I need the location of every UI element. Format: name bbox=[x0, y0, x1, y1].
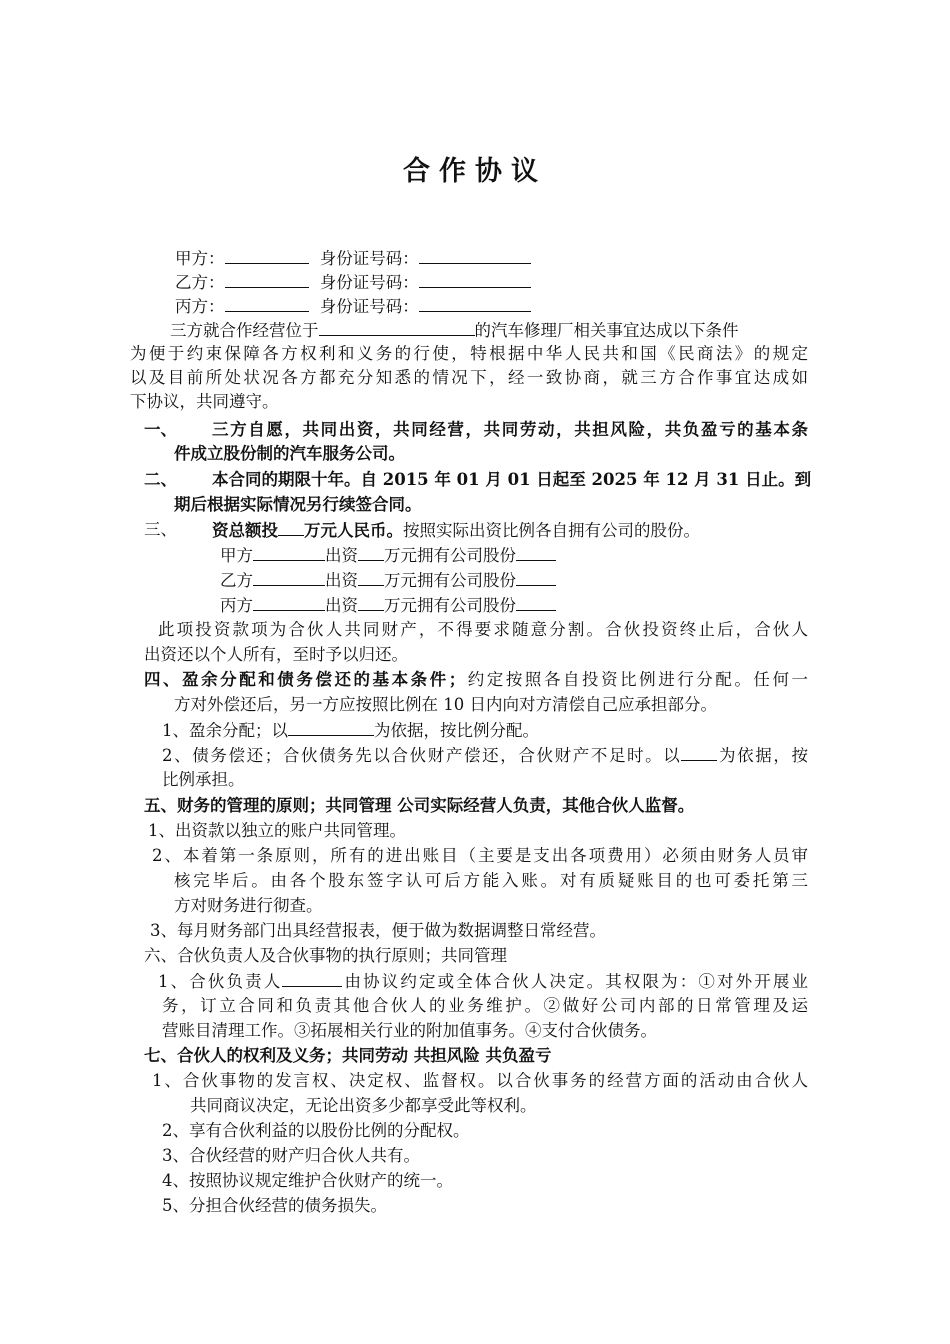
investment-party: 丙方 bbox=[220, 596, 253, 615]
section-5-item-3: 3、每月财务部门出具经营报表，便于做为数据调整日常经营。 bbox=[150, 921, 606, 940]
location-blank[interactable] bbox=[319, 318, 475, 336]
intro-text: 三方就合作经营位于 bbox=[170, 321, 319, 340]
section-7-item-3: 3、合伙经营的财产归合伙人共有。 bbox=[162, 1146, 420, 1165]
section-7-item-1-line-2: 共同商议决定，无论出资多少都享受此等权利。 bbox=[190, 1096, 537, 1115]
partner-lead-blank[interactable] bbox=[282, 969, 342, 987]
section-5-heading: 五、财务的管理的原则；共同管理 公司实际经营人负责，其他合伙人监督。 bbox=[144, 796, 695, 815]
investment-share-label: 万元拥有公司股份 bbox=[384, 571, 516, 590]
investment-share-label: 万元拥有公司股份 bbox=[384, 546, 516, 565]
investment-row bbox=[220, 568, 556, 593]
section-5-item-2-line-2: 核完毕后。由各个股东签字认可后方能入账。对有质疑账目的也可委托第三 bbox=[174, 871, 808, 890]
investment-row bbox=[220, 593, 556, 618]
investment-row bbox=[220, 543, 556, 568]
party-a-id-blank[interactable] bbox=[419, 246, 531, 264]
section-1-number: 一、 bbox=[144, 420, 177, 439]
profit-basis-blank[interactable] bbox=[288, 718, 374, 736]
investment-label: 出资 bbox=[325, 546, 358, 565]
debt-basis-blank[interactable] bbox=[681, 743, 717, 761]
section-7-heading: 七、合伙人的权利及义务；共同劳动 共担风险 共负盈亏 bbox=[144, 1046, 552, 1065]
section-4-item-text: 为依据，按 bbox=[717, 746, 809, 765]
party-b-id-label: 身份证号码： bbox=[319, 273, 419, 292]
section-5-item-2-line-1: 2、本着第一条原则，所有的进出账目（主要是支出各项费用）必须由财务人员审 bbox=[152, 846, 808, 865]
party-a-id-label: 身份证号码： bbox=[319, 249, 419, 268]
section-4-line-2: 方对外偿还后，另一方应按照比例在 10 日内向对方清偿自己应承担部分。 bbox=[174, 695, 717, 714]
section-4-heading: 四、盈余分配和债务偿还的基本条件； bbox=[144, 670, 466, 689]
section-4-text: 约定按照各自投资比例进行分配。任何一 bbox=[465, 670, 809, 689]
party-a-line bbox=[175, 246, 531, 271]
party-b-label: 乙方： bbox=[175, 273, 225, 292]
section-2-line-1: 本合同的期限十年。自 2015 年 01 月 01 日起至 2025 年 12 月 31 日止。到 bbox=[212, 470, 812, 489]
section-4-item-text: 1、盈余分配；以 bbox=[162, 721, 288, 740]
investment-amount-blank[interactable] bbox=[358, 543, 384, 561]
intro-line-3: 以及目前所处状况各方都充分知悉的情况下，经一致协商，就三方合作事宜达成如 bbox=[130, 368, 808, 387]
investment-label: 出资 bbox=[325, 571, 358, 590]
investment-name-blank[interactable] bbox=[253, 593, 325, 611]
investment-name-blank[interactable] bbox=[253, 543, 325, 561]
investment-amount-blank[interactable] bbox=[358, 593, 384, 611]
party-c-label: 丙方： bbox=[175, 297, 225, 316]
party-c-line bbox=[175, 294, 531, 319]
section-7-item-2: 2、享有合伙利益的以股份比例的分配权。 bbox=[162, 1121, 470, 1140]
intro-line-4: 下协议，共同遵守。 bbox=[130, 392, 279, 411]
party-b-id-blank[interactable] bbox=[419, 270, 531, 288]
section-1-line-1: 三方自愿，共同出资，共同经营，共同劳动，共担风险，共负盈亏的基本条 bbox=[212, 420, 808, 439]
section-4-item-text: 为依据，按比例分配。 bbox=[374, 721, 539, 740]
section-5-item-1: 1、出资款以独立的账户共同管理。 bbox=[148, 821, 406, 840]
section-6-item-text: 由协议约定或全体合伙人决定。其权限为：①对外开展业 bbox=[342, 972, 808, 991]
party-c-id-label: 身份证号码： bbox=[319, 297, 419, 316]
section-2-number: 二、 bbox=[144, 470, 177, 489]
section-6-item-1-line-3: 营账目清理工作。③拓展相关行业的附加值事务。④支付合伙债务。 bbox=[162, 1021, 657, 1040]
section-4-item-2-line-2: 比例承担。 bbox=[162, 770, 245, 789]
investment-share-blank[interactable] bbox=[516, 568, 556, 586]
section-3-text: 按照实际出资比例各自拥有公司的股份。 bbox=[403, 521, 700, 540]
section-6-item-1-line-2: 务，订立合同和负责其他合伙人的业务维护。②做好公司内部的日常管理及运 bbox=[162, 996, 808, 1015]
investment-note-line-1: 此项投资款项为合伙人共同财产，不得要求随意分割。合伙投资终止后，合伙人 bbox=[158, 620, 808, 639]
investment-name-blank[interactable] bbox=[253, 568, 325, 586]
section-7-item-4: 4、按照协议规定维护合伙财产的统一。 bbox=[162, 1171, 453, 1190]
investment-share-blank[interactable] bbox=[516, 593, 556, 611]
investment-share-label: 万元拥有公司股份 bbox=[384, 596, 516, 615]
document-title: 合作协议 bbox=[403, 156, 547, 187]
section-3-bold-text: 资总额投 bbox=[212, 521, 278, 540]
section-7-item-5: 5、分担合伙经营的债务损失。 bbox=[162, 1196, 387, 1215]
investment-label: 出资 bbox=[325, 596, 358, 615]
intro-text: 的汽车修理厂相关事宜达成以下条件 bbox=[474, 321, 739, 340]
party-b-name-blank[interactable] bbox=[225, 270, 309, 288]
investment-party: 甲方 bbox=[220, 546, 253, 565]
party-a-name-blank[interactable] bbox=[225, 246, 309, 264]
intro-line-2: 为便于约束保障各方权利和义务的行使，特根据中华人民共和国《民商法》的规定 bbox=[130, 344, 808, 363]
section-5-item-2-line-3: 方对财务进行彻查。 bbox=[174, 896, 323, 915]
section-7-item-1-line-1: 1、合伙事物的发言权、决定权、监督权。以合伙事务的经营方面的活动由合伙人 bbox=[152, 1071, 808, 1090]
section-4-item-text: 2、债务偿还；合伙债务先以合伙财产偿还，合伙财产不足时。以 bbox=[162, 746, 682, 765]
investment-share-blank[interactable] bbox=[516, 543, 556, 561]
section-1-line-2: 件成立股份制的汽车服务公司。 bbox=[174, 444, 405, 463]
section-3-bold-text: 万元人民币。 bbox=[304, 521, 403, 540]
section-4-item-1 bbox=[162, 718, 539, 743]
investment-party: 乙方 bbox=[220, 571, 253, 590]
intro-line-1 bbox=[170, 318, 808, 343]
party-b-line bbox=[175, 270, 531, 295]
investment-note-line-2: 出资还以个人所有，至时予以归还。 bbox=[144, 645, 408, 664]
section-4-line-1 bbox=[144, 668, 808, 692]
party-a-label: 甲方： bbox=[175, 249, 225, 268]
investment-amount-blank[interactable] bbox=[358, 568, 384, 586]
party-c-name-blank[interactable] bbox=[225, 294, 309, 312]
section-2-line-2: 期后根据实际情况另行续签合同。 bbox=[174, 495, 422, 514]
section-6-item-text: 1、合伙负责人 bbox=[158, 972, 283, 991]
section-3-number: 三、 bbox=[144, 520, 177, 539]
party-c-id-blank[interactable] bbox=[419, 294, 531, 312]
section-3-line-1 bbox=[212, 518, 700, 543]
total-investment-blank[interactable] bbox=[278, 518, 304, 536]
section-6-heading: 六、合伙负责人及合伙事物的执行原则；共同管理 bbox=[144, 946, 507, 965]
section-6-item-1-line-1 bbox=[158, 969, 808, 994]
section-4-item-2 bbox=[162, 743, 808, 768]
